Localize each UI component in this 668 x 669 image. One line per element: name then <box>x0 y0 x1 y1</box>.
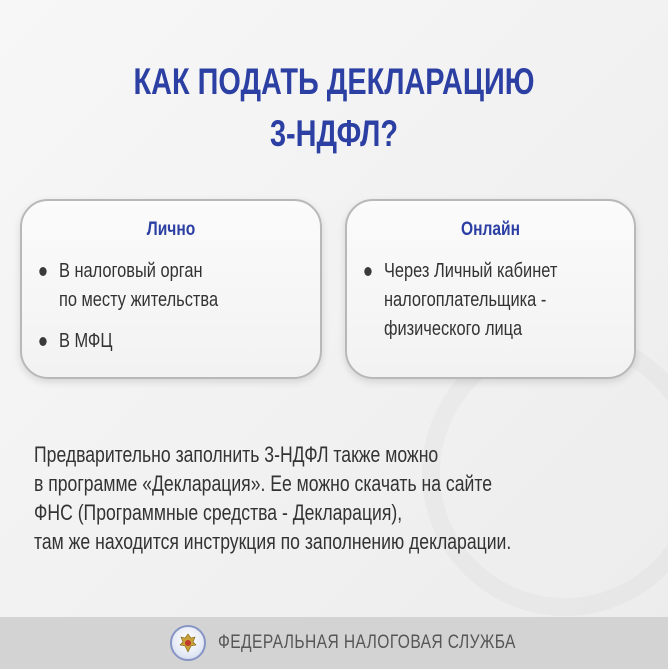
list-item-text: Через Личный кабинет налогоплательщика - физического лица <box>383 260 558 340</box>
list-item-text: В МФЦ <box>58 330 113 352</box>
card-title: Онлайн <box>460 219 521 240</box>
list-item <box>36 327 218 356</box>
card-online <box>345 199 636 379</box>
bullet-dot-icon <box>39 267 46 276</box>
bullet-dot-icon <box>364 267 371 276</box>
card-in-person <box>20 199 322 379</box>
card-title: Лично <box>146 219 196 240</box>
list-item <box>36 257 218 315</box>
list-item-text: В налоговый орган по месту жительства <box>58 260 219 311</box>
page-title: КАК ПОДАТЬ ДЕКЛАРАЦИЮ 3-НДФЛ? <box>133 61 535 154</box>
footer <box>0 617 668 669</box>
bullet-list <box>36 257 258 368</box>
footer-organization: ФЕДЕРАЛЬНАЯ НАЛОГОВАЯ СЛУЖБА <box>218 632 516 653</box>
bullet-dot-icon <box>39 337 46 346</box>
list-item <box>361 257 557 344</box>
fns-emblem-icon <box>170 625 206 661</box>
bullet-list <box>361 257 600 356</box>
info-note: Предварительно заполнить 3-НДФЛ также можно в программе «Декларация». Ее можно скачать на сайте ФНС (Программные средства - Декларация), там же находится инструкция по заполнению декларации. <box>34 442 512 554</box>
